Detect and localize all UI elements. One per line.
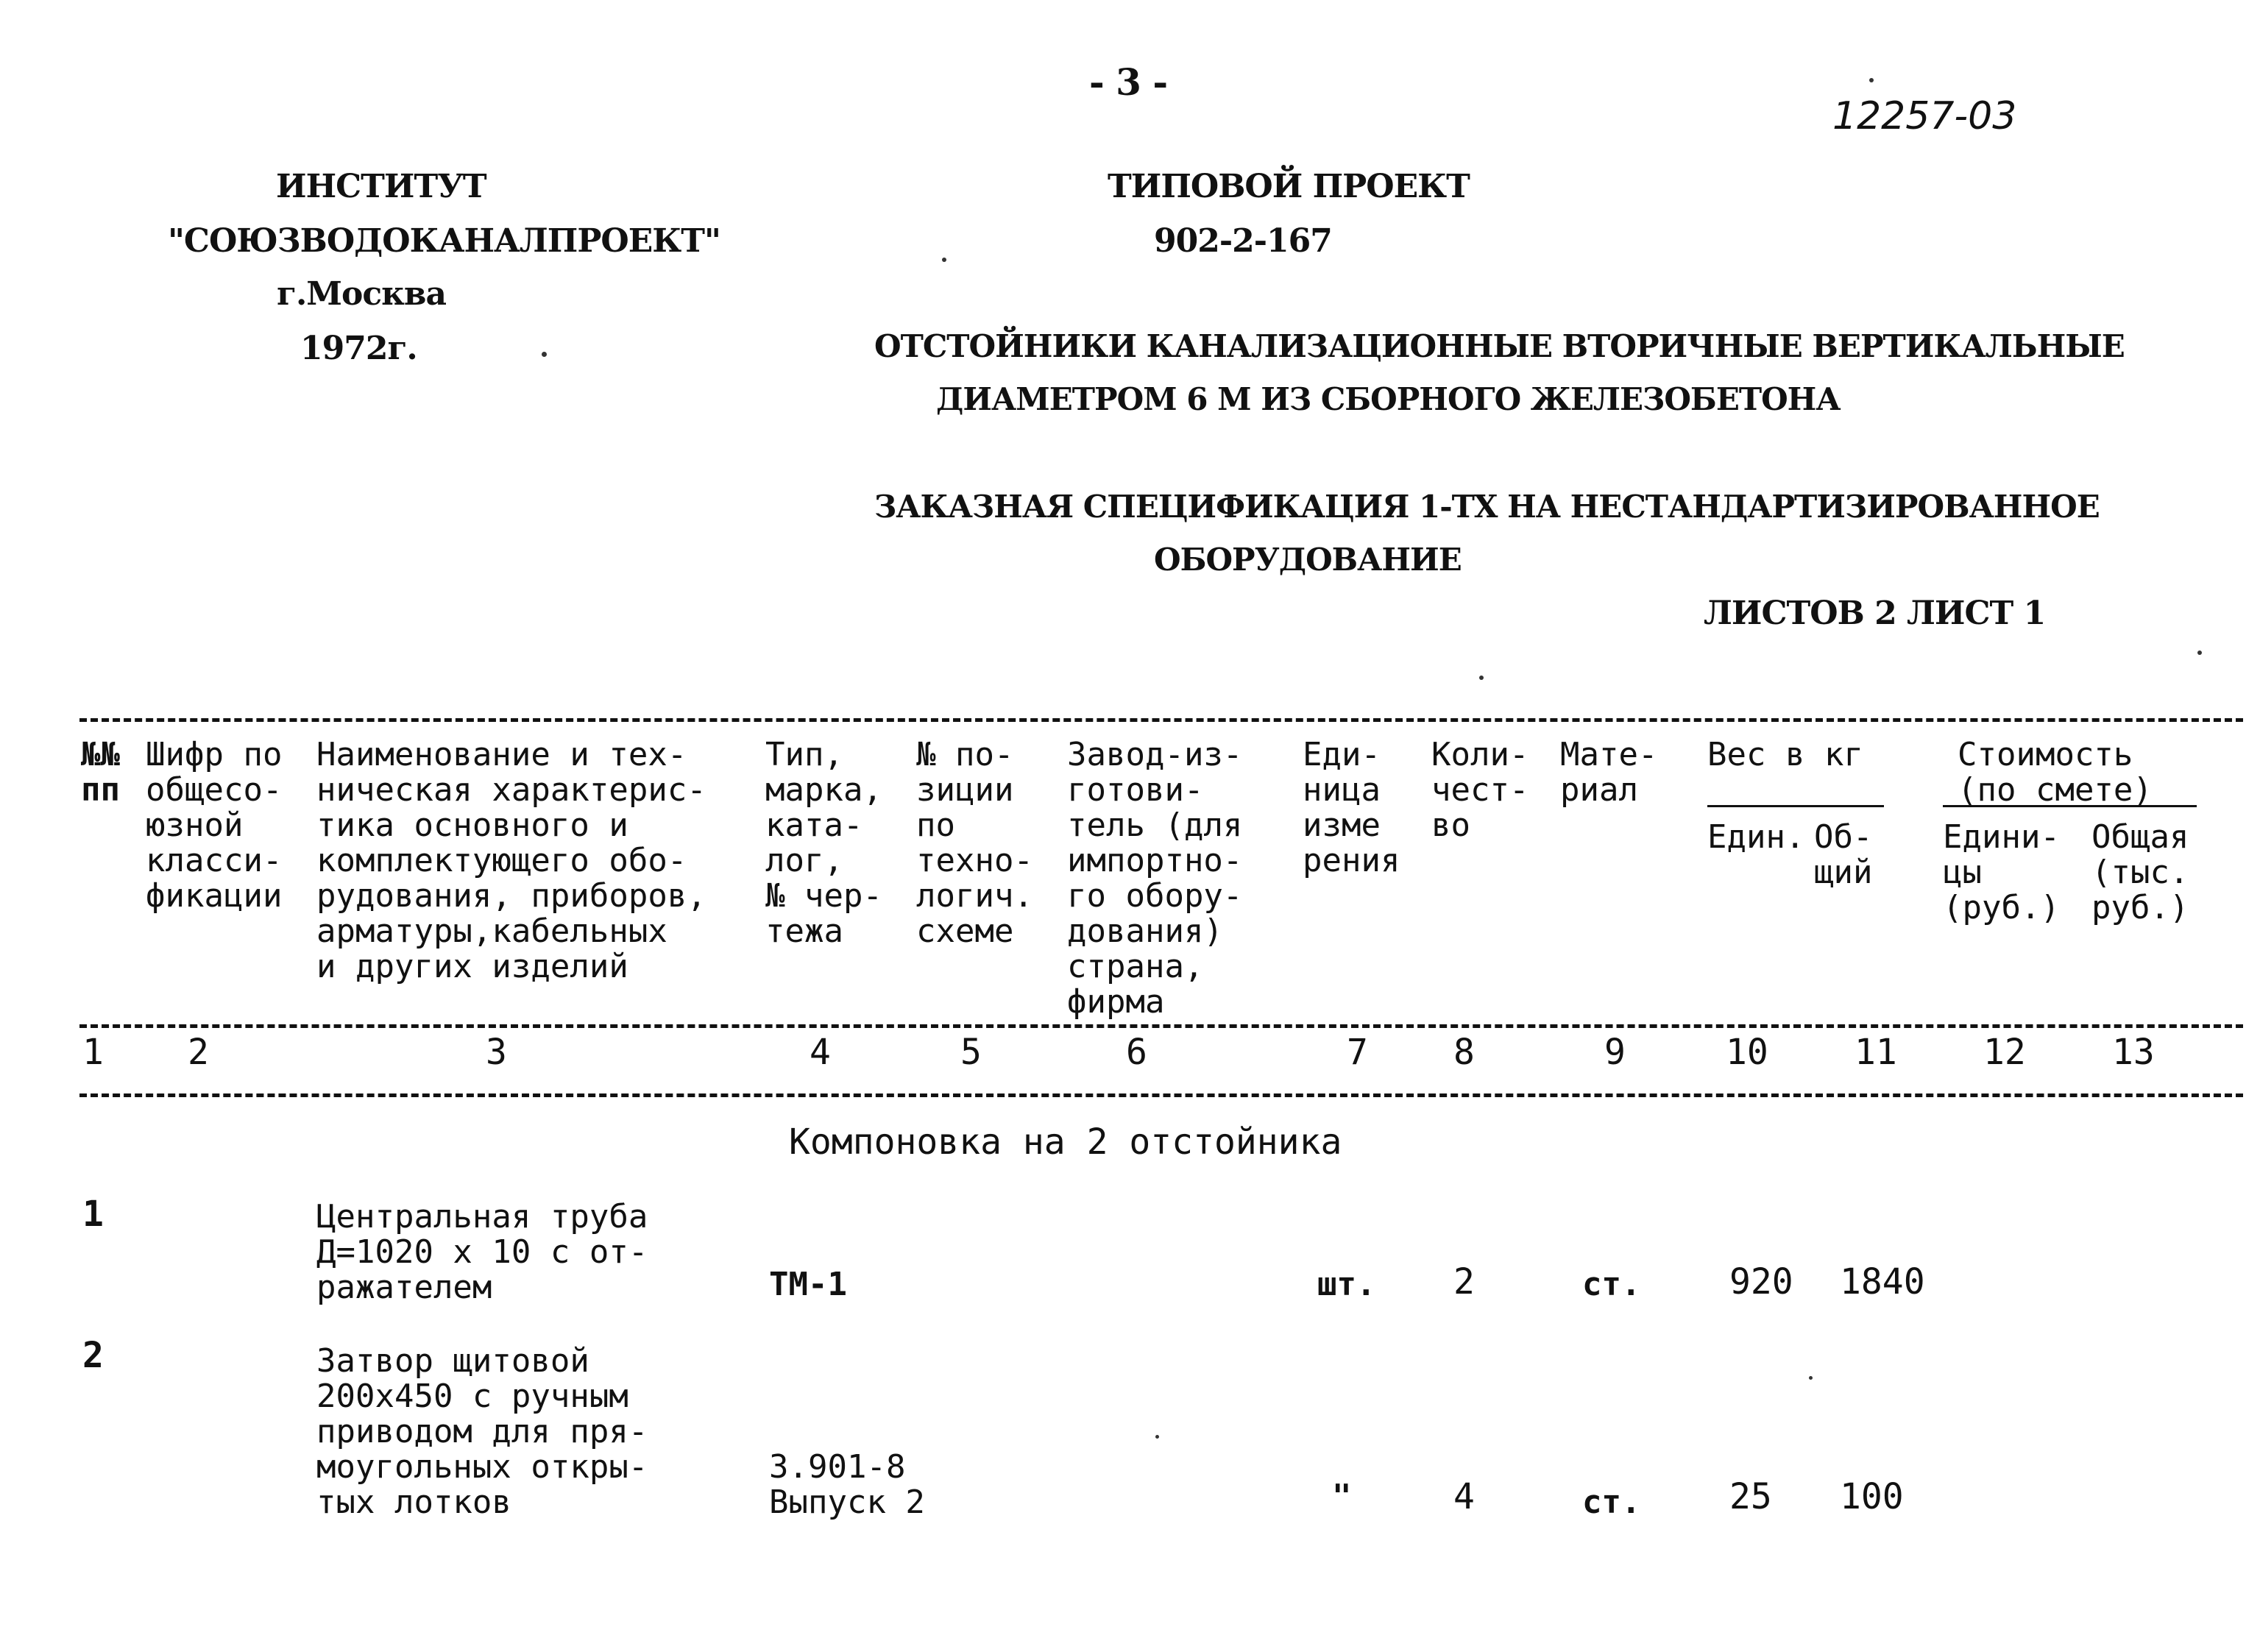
section-title: Компоновка на 2 отстойника	[789, 1121, 1342, 1163]
row-weight-total: 1840	[1840, 1261, 1925, 1302]
spec-title-line2: ОБОРУДОВАНИЕ	[1154, 542, 1462, 578]
scan-speck	[2197, 650, 2202, 655]
column-number: 13	[2112, 1032, 2155, 1073]
table-top-rule	[79, 718, 2243, 722]
column-number: 8	[1453, 1032, 1475, 1073]
cost-underline	[1943, 805, 2197, 807]
header-weight-unit: Един.	[1707, 818, 1805, 856]
project-title-line2: ДИАМЕТРОМ 6 М ИЗ СБОРНОГО ЖЕЛЕЗОБЕТОНА	[936, 381, 1841, 417]
row-type: 3.901-8 Выпуск 2	[769, 1448, 925, 1521]
row-quantity: 2	[1453, 1261, 1475, 1302]
header-col-9: Мате- риал	[1560, 736, 1658, 809]
page-number: - 3 -	[1089, 60, 1168, 104]
header-col-2: Шифр по общесо- юзной класси- фикации	[146, 736, 283, 915]
row-unit: "	[1332, 1478, 1352, 1515]
column-number: 3	[486, 1032, 507, 1073]
header-col-8: Коли- чест- во	[1431, 736, 1529, 844]
column-number: 6	[1126, 1032, 1147, 1073]
column-number: 7	[1347, 1032, 1368, 1073]
row-weight-unit: 25	[1729, 1476, 1772, 1517]
column-number: 11	[1855, 1032, 1897, 1073]
column-number: 1	[82, 1032, 104, 1073]
row-number: 2	[82, 1335, 104, 1376]
scan-speck	[1155, 1435, 1159, 1439]
header-cost: Стоимость (по смете)	[1958, 736, 2153, 809]
project-code: 902-2-167	[1154, 222, 1332, 260]
column-number: 10	[1726, 1032, 1768, 1073]
header-col-3: Наименование и тех- ническая характерис- тика основного и комплектующего обо- рудования, приборов, арматуры,кабельных и других изделий	[316, 736, 706, 985]
header-weight: Вес в кг	[1707, 736, 1863, 773]
header-bottom-rule	[79, 1024, 2243, 1028]
institute-name: "СОЮЗВОДОКАНАЛПРОЕКТ"	[168, 222, 720, 260]
project-label: ТИПОВОЙ ПРОЕКТ	[1108, 168, 1470, 205]
column-number: 4	[810, 1032, 831, 1073]
institute-year: 1972г.	[300, 330, 417, 367]
row-name: Центральная труба Д=1020 х 10 с от- ражателем	[316, 1198, 648, 1306]
header-cost-unit: Едини- цы (руб.)	[1943, 818, 2060, 926]
header-col-4: Тип, марка, ката- лог, № чер- тежа	[765, 736, 882, 950]
row-weight-total: 100	[1840, 1476, 1904, 1517]
scan-speck	[542, 352, 547, 357]
sheet-count: ЛИСТОВ 2 ЛИСТ 1	[1704, 595, 2046, 632]
row-quantity: 4	[1453, 1476, 1475, 1517]
header-col-6: Завод-из- готови- тель (для импортно- го обору- дования) страна, фирма	[1067, 736, 1243, 1021]
header-col-7: Еди- ница изме рения	[1303, 736, 1400, 879]
institute-city: г.Москва	[277, 275, 446, 313]
row-material: ст.	[1582, 1483, 1641, 1521]
project-title-line1: ОТСТОЙНИКИ КАНАЛИЗАЦИОННЫЕ ВТОРИЧНЫЕ ВЕРТИКАЛЬНЫЕ	[874, 328, 2125, 364]
spec-title-line1: ЗАКАЗНАЯ СПЕЦИФИКАЦИЯ 1-ТХ НА НЕСТАНДАРТИЗИРОВАННОЕ	[874, 489, 2100, 525]
row-weight-unit: 920	[1729, 1261, 1793, 1302]
header-col-5: № по- зиции по техно- логич. схеме	[916, 736, 1033, 950]
column-number: 9	[1604, 1032, 1626, 1073]
weight-underline	[1707, 805, 1884, 807]
column-numbers-bottom-rule	[79, 1093, 2243, 1097]
row-material: ст.	[1582, 1266, 1641, 1303]
scan-speck	[1479, 676, 1484, 680]
scan-speck	[1809, 1376, 1813, 1380]
row-unit: шт.	[1317, 1266, 1376, 1303]
scan-speck	[942, 258, 946, 262]
header-cost-total: Общая (тыс. руб.)	[2091, 818, 2189, 926]
header-weight-total: Об- щий	[1814, 818, 1873, 891]
row-name: Затвор щитовой 200х450 с ручным приводом для пря- моугольных откры- тых лотков	[316, 1342, 648, 1521]
column-number: 12	[1983, 1032, 2026, 1073]
registration-number: 12257-03	[1832, 94, 2017, 138]
institute-label: ИНСТИТУТ	[276, 168, 486, 205]
row-number: 1	[82, 1194, 104, 1235]
header-col-1: №№ пп	[81, 736, 120, 809]
column-number: 2	[188, 1032, 209, 1073]
row-type: ТМ-1	[769, 1266, 847, 1303]
scan-speck	[1869, 78, 1874, 82]
column-number: 5	[960, 1032, 982, 1073]
